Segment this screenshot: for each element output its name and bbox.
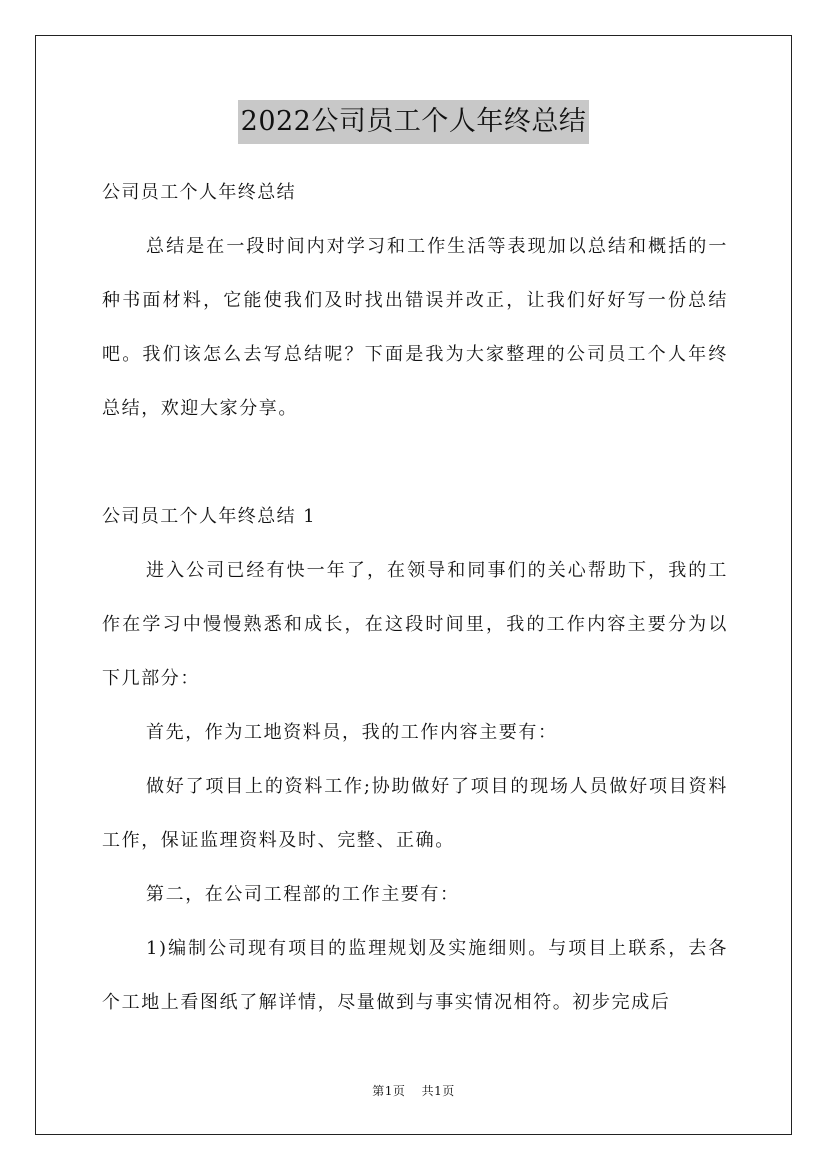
paragraph: 1)编制公司现有项目的监理规划及实施细则。与项目上联系，去各个工地上看图纸了解详情，尽量做到与事实情况相符。初步完成后: [102, 938, 728, 1013]
title-container: [0, 100, 827, 144]
page-number: 第1页: [372, 1084, 406, 1098]
paragraph: 第二，在公司工程部的工作主要有：: [146, 884, 460, 905]
page-footer: [0, 1082, 827, 1099]
paragraph: 做好了项目上的资料工作;协助做好了项目的现场人员做好项目资料工作，保证监理资料及时、完整、正确。: [102, 776, 728, 851]
section-heading: 公司员工个人年终总结 1: [102, 506, 316, 527]
paragraph: 进入公司已经有快一年了，在领导和同事们的关心帮助下，我的工作在学习中慢慢熟悉和成长，在这段时间里，我的工作内容主要分为以下几部分：: [102, 560, 728, 689]
document-title: 2022公司员工个人年终总结: [238, 100, 590, 144]
page-total: 共1页: [421, 1084, 455, 1098]
paragraph: 首先，作为工地资料员，我的工作内容主要有：: [146, 722, 558, 743]
document-heading: 公司员工个人年终总结: [102, 182, 296, 203]
intro-paragraph: 总结是在一段时间内对学习和工作生活等表现加以总结和概括的一种书面材料，它能使我们及时找出错误并改正，让我们好好写一份总结吧。我们该怎么去写总结呢？下面是我为大家整理的公司员工个人年终总结，欢迎大家分享。: [102, 236, 728, 419]
